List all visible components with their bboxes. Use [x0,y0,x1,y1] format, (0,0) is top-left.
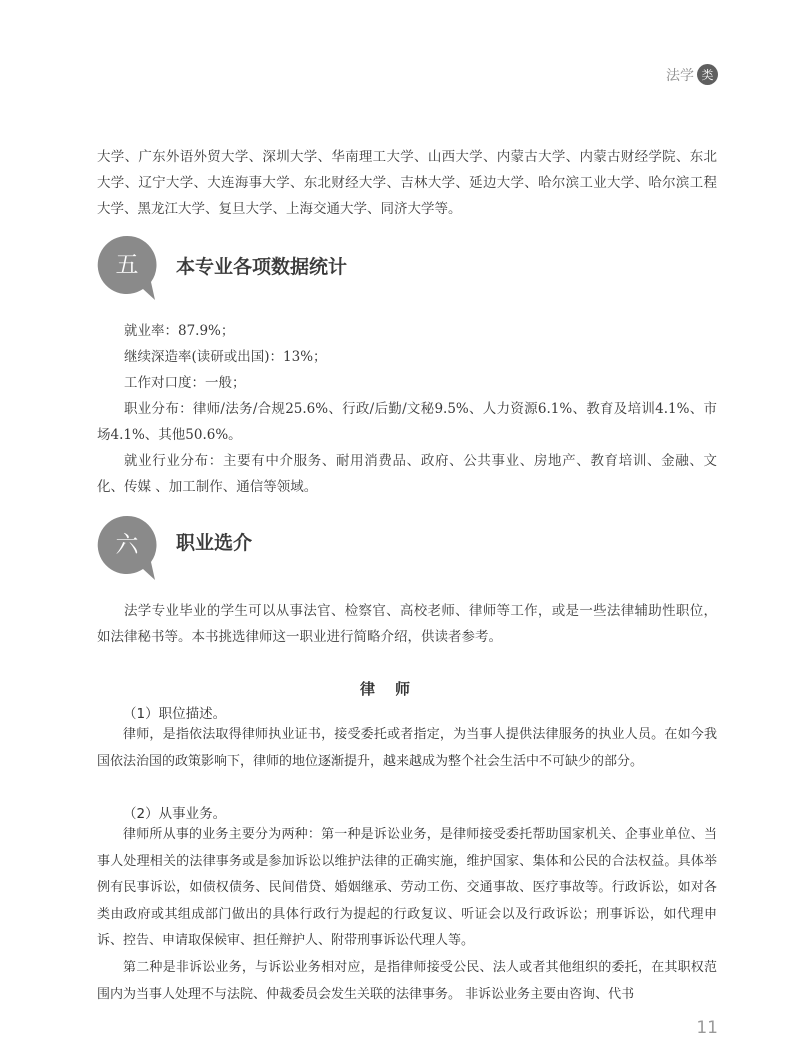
section-number-bubble [95,234,159,298]
stat-line: 工作对口度：一般； [124,375,246,391]
section-title: 本专业各项数据统计 [176,256,348,278]
body-paragraph: 法学专业毕业的学生可以从事法官、检察官、高校老师、律师等工作，或是一些法律辅助性职位，如法律秘书等。本书挑选律师这一职业进行简略介绍，供读者参考。 [97,603,717,645]
intro-paragraph: 大学、广东外语外贸大学、深圳大学、华南理工大学、山西大学、内蒙古大学、内蒙古财经学院、东北大学、辽宁大学、大连海事大学、东北财经大学、吉林大学、延边大学、哈尔滨工业大学、哈尔滨工程大学、黑龙江大学、复旦大学、上海交通大学、同济大学等。 [97,149,717,217]
body-paragraph: 律师所从事的业务主要分为两种：第一种是诉讼业务，是律师接受委托帮助国家机关、企事业单位、当事人处理相关的法律事务或是参加诉讼以维护法律的正确实施，维护国家、集体和公民的合法权益。具体举例有民事诉讼，如债权债务、民间借贷、婚姻继承、劳动工伤、交通事故、医疗事故等。行政诉讼，如对各类由政府或其组成部门做出的具体行政行为提起的行政复议、听证会以及行政诉讼；刑事诉讼，如代理申诉、控告、申请取保候审、担任辩护人、附带刑事诉讼代理人等。 [97,827,717,948]
header-badge: 类 [697,64,718,85]
section-title: 职业选介 [176,532,253,554]
section-number: 六 [115,531,139,558]
body-paragraph: 律师，是指依法取得律师执业证书，接受委托或者指定，为当事人提供法律服务的执业人员。在如今我国依法治国的政策影响下，律师的地位逐渐提升，越来越成为整个社会生活中不可缺少的部分。 [97,727,717,769]
stat-line: 职业分布：律师/法务/合规25.6%、行政/后勤/文秘9.5%、人力资源6.1%、教育及培训4.1%、市场4.1%、其他50.6%。 [97,401,717,443]
page-number: 11 [696,1018,718,1038]
section-number: 五 [115,251,139,278]
section-number-bubble [95,514,159,578]
subsection-title: 律师 [359,680,430,698]
body-paragraph: 第二种是非诉讼业务，与诉讼业务相对应，是指律师接受公民、法人或者其他组织的委托，在其职权范围内为当事人处理不与法院、仲裁委员会发生关联的法律事务。 非诉讼业务主要由咨询、代书 [97,960,717,1002]
running-header [666,64,718,85]
stat-line: 就业率：87.9%； [124,323,235,339]
header-label: 法学 [666,67,694,84]
subheading: （2）从事业务。 [123,806,227,822]
subheading: （1）职位描述。 [123,706,227,722]
stat-line: 继续深造率(读研或出国)：13%； [124,349,327,365]
stat-line: 就业行业分布：主要有中介服务、耐用消费品、政府、公共事业、房地产、教育培训、金融、文化、传媒 、加工制作、通信等领域。 [97,453,717,495]
